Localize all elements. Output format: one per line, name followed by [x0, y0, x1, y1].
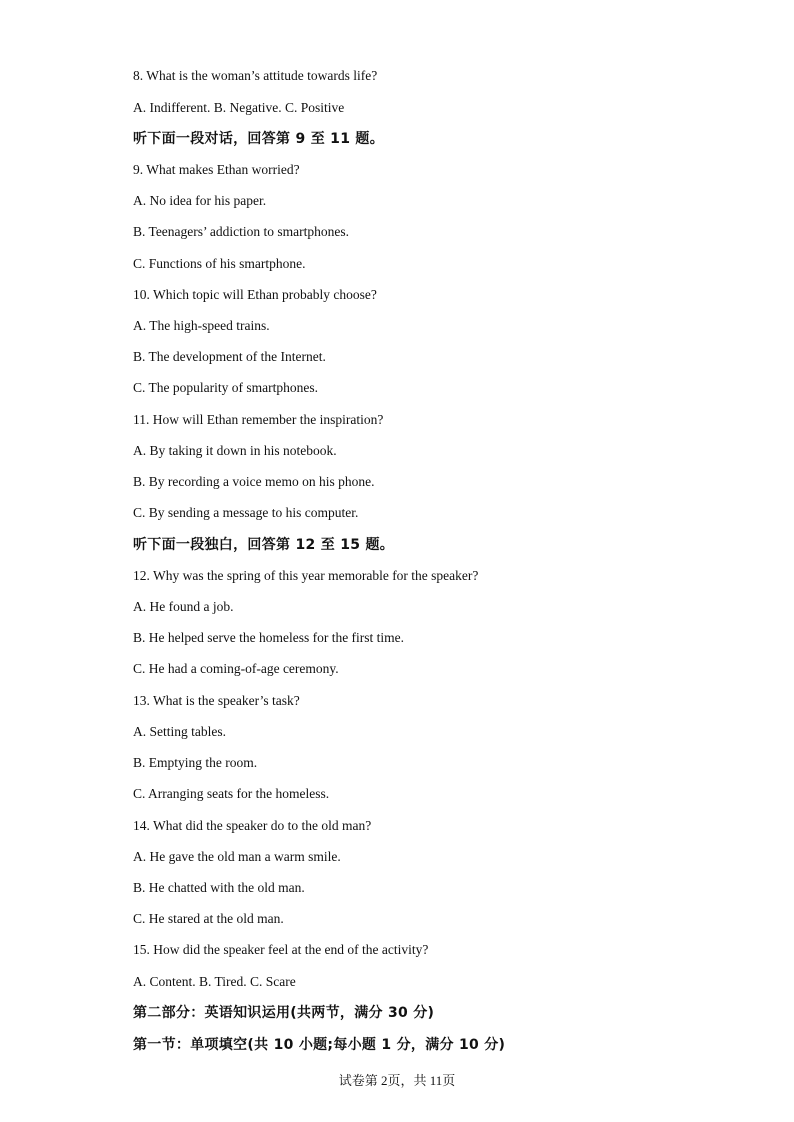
answer-option: A. He found a job.: [133, 599, 234, 614]
page-footer: 试卷第 2页，共 11页: [338, 1073, 456, 1088]
answer-option: C. He had a coming-of-age ceremony.: [133, 661, 339, 676]
answer-option: A. Content. B. Tired. C. Scare: [133, 974, 296, 989]
answer-option: A. By taking it down in his notebook.: [133, 443, 337, 458]
answer-option: C. Arranging seats for the homeless.: [133, 786, 330, 801]
answer-option: A. Indifferent. B. Negative. C. Positive: [133, 100, 345, 115]
answer-option: B. Teenagers’ addiction to smartphones.: [133, 224, 349, 239]
question-text: 12. Why was the spring of this year memorable for the speaker?: [133, 568, 479, 583]
question-text: 9. What makes Ethan worried?: [133, 162, 300, 177]
answer-option: A. No idea for his paper.: [133, 193, 267, 208]
question-text: 14. What did the speaker do to the old man?: [133, 818, 372, 833]
question-text: 11. How will Ethan remember the inspiration?: [133, 412, 384, 427]
question-text: 8. What is the woman’s attitude towards life?: [133, 68, 378, 83]
section-heading: 第二部分：英语知识运用(共两节，满分 30 分): [133, 1005, 435, 1021]
answer-option: B. Emptying the room.: [133, 755, 258, 770]
answer-option: C. The popularity of smartphones.: [133, 380, 318, 395]
answer-option: A. He gave the old man a warm smile.: [133, 849, 341, 864]
answer-option: C. He stared at the old man.: [133, 911, 284, 926]
answer-option: B. He chatted with the old man.: [133, 880, 305, 895]
section-heading: 听下面一段独白，回答第 12 至 15 题。: [133, 537, 395, 553]
section-heading: 第一节：单项填空(共 10 小题;每小题 1 分，满分 10 分): [133, 1037, 506, 1053]
section-heading: 听下面一段对话，回答第 9 至 11 题。: [133, 131, 385, 147]
question-text: 13. What is the speaker’s task?: [133, 693, 300, 708]
question-text: 10. Which topic will Ethan probably choose?: [133, 287, 377, 302]
answer-option: C. By sending a message to his computer.: [133, 505, 359, 520]
answer-option: B. He helped serve the homeless for the first time.: [133, 630, 405, 645]
answer-option: A. Setting tables.: [133, 724, 226, 739]
answer-option: C. Functions of his smartphone.: [133, 256, 306, 271]
answer-option: A. The high-speed trains.: [133, 318, 270, 333]
question-text: 15. How did the speaker feel at the end of the activity?: [133, 942, 429, 957]
answer-option: B. The development of the Internet.: [133, 349, 326, 364]
answer-option: B. By recording a voice memo on his phone.: [133, 474, 375, 489]
